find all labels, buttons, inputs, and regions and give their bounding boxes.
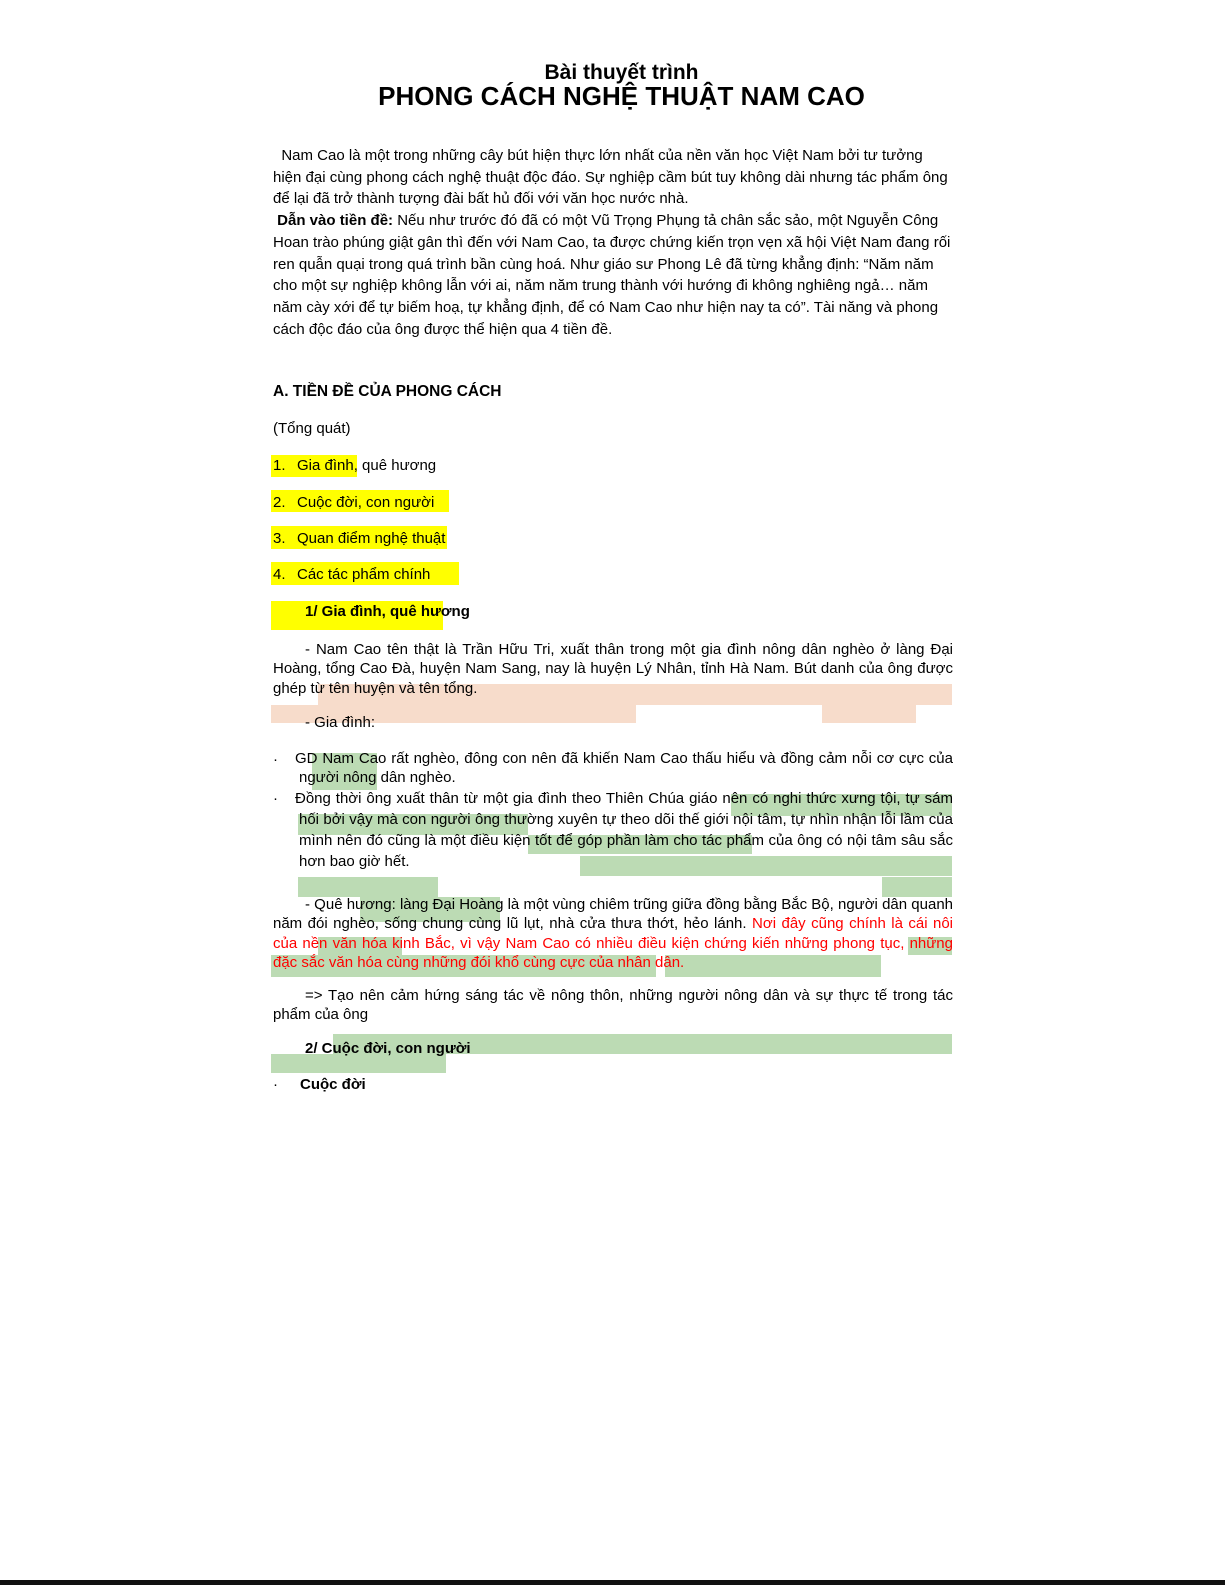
list-item-number: 1. — [273, 457, 286, 474]
section-heading: A. TIỀN ĐỀ CỦA PHONG CÁCH — [273, 383, 502, 400]
lead-text: Nếu như trước đó đã có một Vũ Trọng Phụng tả chân sắc sảo, một Nguyễn Công Hoan trào phúng giật gân thì đến với Nam Cao, ta được chứng kiến trọn vẹn xã hội Việt Nam đang rối ren quẫn quại trong quá trình bần cùng hoá. Như giáo sư Phong Lê đã từng khẳng định: “Năm năm cho một sự nghiệp không lẫn với ai, năm năm trung thành với hướng đi không nghiêng ngả… năm năm cày xới để tự biếm hoạ, tự khẳng định, để có Nam Cao như hiện nay ta có”. Tài năng và phong cách độc đáo của ông được thể hiện qua 4 tiền đề. — [273, 212, 951, 338]
overview-label: (Tổng quát) — [273, 420, 351, 437]
highlight-green — [298, 877, 438, 897]
list-item-number: 4. — [273, 566, 286, 583]
list-item-text: Quan điểm nghệ thuật — [297, 530, 446, 547]
homeland-text: - Quê hương: làng Đại Hoàng là một vùng chiêm trũng giữa đồng bằng Bắc Bộ, người dân quanh năm đói nghèo, sống chung cùng lũ lụt, nhà cửa thưa thớt, hẻo lánh. — [273, 896, 953, 933]
document-title: PHONG CÁCH NGHỆ THUẬT NAM CAO — [378, 81, 865, 111]
conclusion-paragraph: => Tạo nên cảm hứng sáng tác về nông thôn, những người nông dân và sự thực tế trong tác phẩm của ông — [273, 987, 953, 1024]
list-item-number: 3. — [273, 530, 286, 547]
bullet-marker: · — [273, 751, 278, 768]
lead-label: Dẫn vào tiền đề: — [277, 212, 394, 230]
bullet-paragraph — [295, 749, 953, 787]
bullet-text: Đồng thời ông xuất thân từ một gia đình theo Thiên Chúa giáo nên có nghi thức xưng tội, tự sám hối bởi vậy mà con người ông thường xuyên tự theo dõi thế giới nội tâm, tự nhìn nhận lỗi lầm của mình nên đó cũng là một điều kiện tốt để góp phần làm cho tác phẩm của ông có nội tâm sâu sắc hơn bao giờ hết. — [295, 790, 953, 870]
paragraph: - Nam Cao tên thật là Trần Hữu Tri, xuất thân trong một gia đình nông dân nghèo ở làng Đại Hoàng, tổng Cao Đà, huyện Nam Sang, nay là huyện Lý Nhân, tỉnh Hà Nam. Bút danh của ông được ghép từ tên huyện và tên tổng. — [273, 641, 953, 697]
bullet-paragraph — [295, 788, 953, 872]
bullet-marker: · — [273, 1076, 278, 1093]
highlight-green — [882, 877, 952, 897]
intro-text: Nam Cao là một trong những cây bút hiện thực lớn nhất của nền văn học Việt Nam bởi tư tưởng hiện đại cùng phong cách nghệ thuật độc đáo. Sự nghiệp cầm bút tuy không dài nhưng tác phẩm ông để lại đã trở thành tượng đài bất hủ đối với văn học nước nhà. — [273, 147, 948, 208]
subsection-heading: 2/ Cuộc đời, con người — [305, 1040, 471, 1057]
page-bottom-border — [0, 1580, 1225, 1585]
homeland-paragraph — [273, 895, 953, 972]
list-item-text: Cuộc đời, con người — [297, 494, 435, 511]
intro-paragraph — [273, 145, 953, 340]
subsection-heading: 1/ Gia đình, quê hương — [305, 603, 470, 620]
document-subtitle: Bài thuyết trình — [544, 61, 699, 84]
list-item-number: 2. — [273, 494, 286, 511]
homeland-emphasis: Nơi đây cũng chính là cái nôi của nền văn hóa kinh Bắc, vì vậy Nam Cao có nhiều điều kiện chứng kiến những phong tục, những đặc sắc văn hóa cùng những đói khổ cùng cực của nhân dân. — [273, 915, 954, 971]
family-label: - Gia đình: — [305, 714, 376, 731]
list-item-text: Các tác phẩm chính — [297, 566, 431, 583]
bullet-text: GD Nam Cao rất nghèo, đông con nên đã khiến Nam Cao thấu hiểu và đồng cảm nỗi cơ cực của người nông dân nghèo. — [295, 750, 953, 786]
highlight-peach — [822, 705, 916, 723]
bullet-heading: Cuộc đời — [300, 1076, 366, 1093]
list-item-text: Gia đình, quê hương — [297, 457, 437, 474]
bullet-marker: · — [273, 790, 278, 807]
